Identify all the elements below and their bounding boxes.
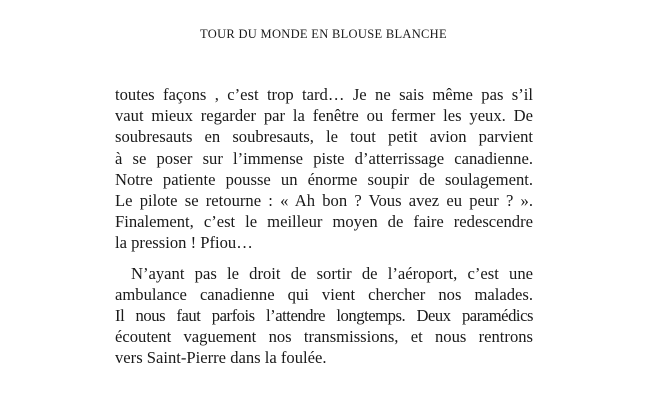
text-line: la pression ! Pfiou…	[115, 233, 253, 253]
text-line: vaut mieux regarder par la fenêtre ou fermer les yeux. De	[115, 106, 533, 126]
body-text	[115, 84, 533, 368]
text-line: N’ayant pas le droit de sortir de l’aéroport, c’est une	[131, 263, 533, 283]
text-line: écoutent vaguement nos transmissions, et nous rentrons	[115, 327, 533, 347]
text-line: Le pilote se retourne : « Ah bon ? Vous avez eu peur ? ».	[115, 190, 533, 210]
text-line: vers Saint-Pierre dans la foulée.	[115, 348, 327, 368]
text-line: à se poser sur l’immense piste d’atterrissage canadienne.	[115, 148, 533, 168]
paragraph-1	[115, 84, 533, 254]
text-line: Notre patiente pousse un énorme soupir de soulagement.	[115, 169, 533, 189]
paragraph-spacer	[115, 254, 533, 263]
paragraph-2	[115, 263, 533, 369]
text-line: soubresauts en soubresauts, le tout petit avion parvient	[115, 127, 533, 147]
text-line: toutes façons , c’est trop tard… Je ne sais même pas s’il	[115, 85, 533, 104]
running-header-title: TOUR DU MONDE EN BLOUSE BLANCHE	[200, 27, 447, 41]
text-line: Finalement, c’est le meilleur moyen de faire redescendre	[115, 212, 533, 232]
text-line: ambulance canadienne qui vient chercher nos malades.	[115, 284, 533, 304]
text-line: Il nous faut parfois l’attendre longtemps. Deux paramédics	[115, 305, 533, 325]
